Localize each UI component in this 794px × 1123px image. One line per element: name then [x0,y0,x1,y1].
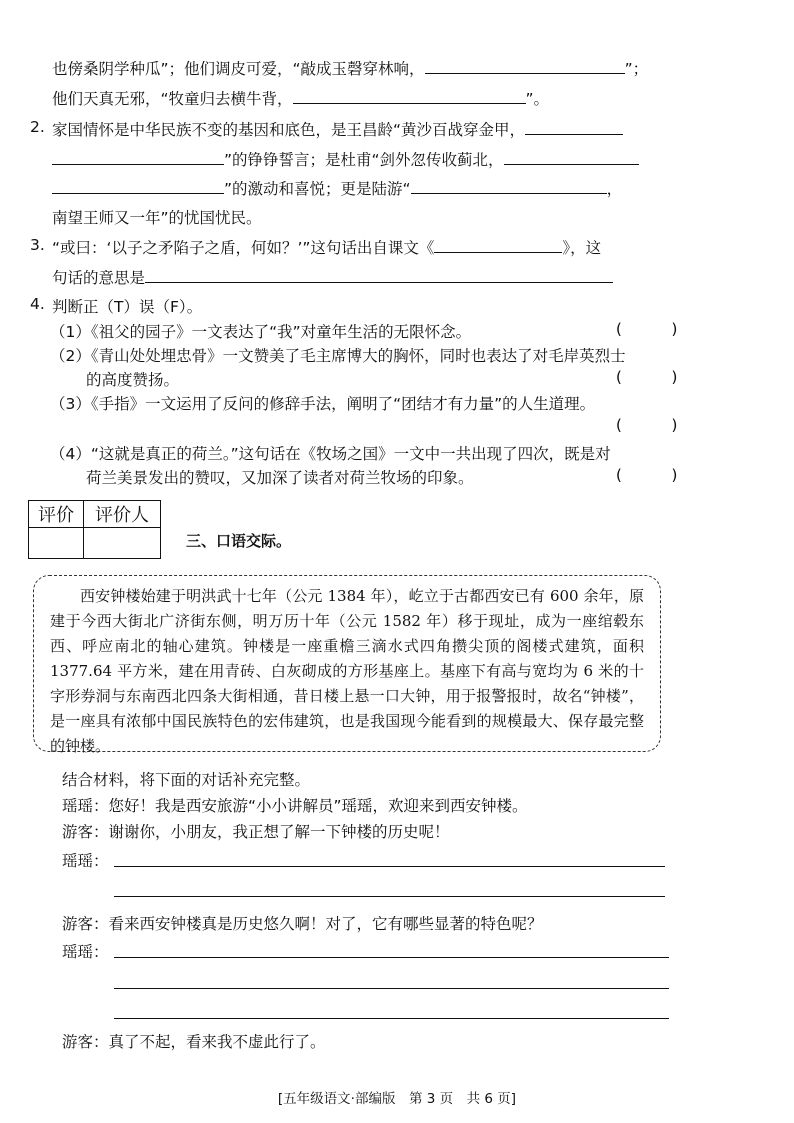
answer-line-2[interactable] [114,896,665,897]
q1-line2-end: ”。 [525,90,550,108]
q4-number: 4. [30,295,45,313]
q4-item-4: （4）“这就是真正的荷兰。”这句话在《牧场之国》一文中一共出现了四次，既是对 [50,445,611,463]
q3-line1 [52,236,601,258]
section3-title: 三、口语交际。 [186,532,292,550]
q4-answer-2[interactable]: ( ) [614,368,680,386]
q4-item-2: （2）《青山处处埋忠骨》一文赞美了毛主席博大的胸怀，同时也表达了对毛岸英烈士 [50,347,626,365]
q2-line3-text: ”的激动和喜悦；更是陆游“ [224,180,411,198]
q4-title: 判断正（T）误（F）。 [52,298,203,316]
dialog-line1: 瑶瑶：您好！我是西安旅游“小小讲解员”瑶瑶，欢迎来到西安钟楼。 [62,797,528,815]
page-footer: [五年级语文·部编版 第 3 页 共 6 页] [277,1091,517,1107]
q4-item-2-cont: 的高度赞扬。 [86,371,180,389]
q1-line1 [52,57,648,79]
dialog-intro: 结合材料，将下面的对话补充完整。 [62,771,311,789]
answer-line-4[interactable] [114,988,669,989]
blank-q1-1[interactable] [425,57,625,74]
material-text: 西安钟楼始建于明洪武十七年（公元 1384 年），屹立于古都西安已有 600 余年，原建于今西大街北广济街东侧，明万历十年（公元 1582 年）移于现址，成为一座绾毂东西、呼应南北的轴心建筑。钟楼是一座重檐三滴水式四角攒尖顶的阁楼式建筑，面积 1377.64 平方米，建在用青砖、白灰砌成的方形基座上。基座下有高与宽均为 6 米的十字形券洞与东南西北四条大街相通，昔日楼上悬一口大钟，用于报警报时，故名“钟楼”，是一座具有浓郁中国民族特色的宏伟建筑，也是我国现今能看到的规模最大、保存最完整的钟楼。 [50,587,644,755]
q1-line1-text: 也傍桑阴学种瓜”；他们调皮可爱，“敲成玉磬穿林响， [52,60,425,78]
blank-q3-2[interactable] [145,266,613,283]
q3-line2-text: 句话的意思是 [52,269,146,287]
dialog-yao-label-1: 瑶瑶： [62,852,109,870]
q2-line2-text: ”的铮铮誓言；是杜甫“剑外忽传收蓟北， [224,151,504,169]
dialog-yao-label-2: 瑶瑶： [62,943,109,961]
eval-evaluator-cell[interactable] [84,528,161,559]
blank-q2-4[interactable] [52,177,224,194]
q2-line1 [52,118,623,140]
blank-q1-2[interactable] [293,87,526,104]
dialog-line4: 游客：真了不起，看来我不虚此行了。 [62,1033,326,1051]
q2-number: 2. [30,118,45,136]
answer-line-3[interactable] [114,957,669,958]
q3-line2 [52,266,613,288]
answer-line-5[interactable] [114,1018,669,1019]
q3-line1-text: “或曰：‘以子之矛陷子之盾，何如？’”这句话出自课文《 [52,239,435,257]
q2-line3-end: ， [606,180,623,198]
q2-line1-text: 家国情怀是中华民族不变的基因和底色，是王昌龄“黄沙百战穿金甲， [52,121,526,139]
blank-q2-3[interactable] [504,148,639,165]
q2-line2 [52,148,639,170]
eval-header-score: 评价 [29,501,84,528]
dialog-line3: 游客：看来西安钟楼真是历史悠久啊！对了，它有哪些显著的特色呢？ [62,915,543,933]
evaluation-table [28,500,161,559]
q4-item-4-cont: 荷兰美景发出的赞叹，又加深了读者对荷兰牧场的印象。 [86,469,474,487]
q4-item-3: （3）《手指》一文运用了反问的修辞手法，阐明了“团结才有力量”的人生道理。 [50,395,596,413]
dialog-line2: 游客：谢谢你，小朋友，我正想了解一下钟楼的历史呢！ [62,823,450,841]
eval-header-evaluator: 评价人 [84,501,161,528]
q1-line2 [52,87,549,109]
blank-q3-1[interactable] [434,236,562,253]
q4-answer-1[interactable]: ( ) [614,320,680,338]
q2-line4: 南望王师又一年”的忧国忧民。 [52,209,262,227]
q3-number: 3. [30,236,45,254]
q1-line1-end: ”； [624,60,649,78]
q1-line2-text: 他们天真无邪，“牧童归去横牛背， [52,90,293,108]
q2-line3 [52,177,622,199]
answer-line-1[interactable] [114,866,665,867]
blank-q2-1[interactable] [525,118,623,135]
blank-q2-2[interactable] [52,148,224,165]
q4-answer-3[interactable]: ( ) [614,416,680,434]
eval-score-cell[interactable] [29,528,84,559]
q4-answer-4[interactable]: ( ) [614,466,680,484]
q4-item-1: （1）《祖父的园子》一文表达了“我”对童年生活的无限怀念。 [50,323,472,341]
blank-q2-5[interactable] [411,177,607,194]
q3-line1-end: 》，这 [562,239,602,257]
material-box [33,575,661,755]
